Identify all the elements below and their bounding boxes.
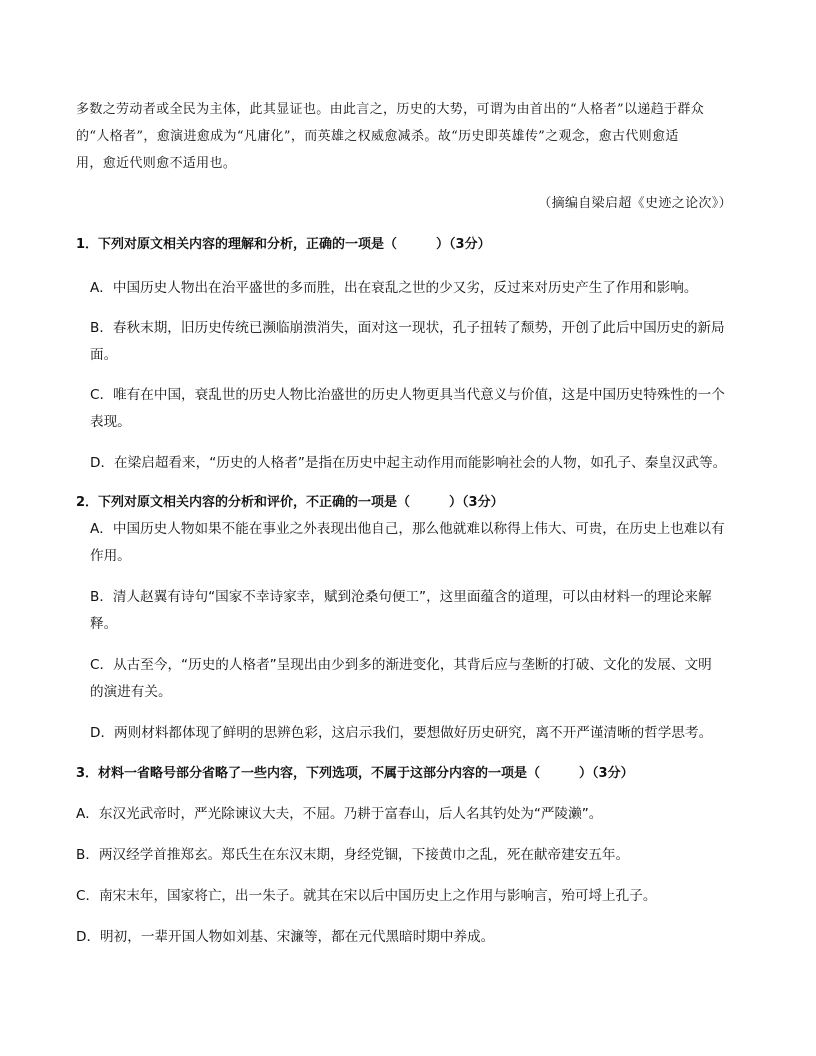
question-2-stem: 2．下列对原文相关内容的分析和评价，不正确的一项是（ ）（3分） — [76, 495, 504, 510]
question-1-option-a: A．中国历史人物出在治平盛世的多而胜，出在衰乱之世的少又劣，反过来对历史产生了作用和影响。 — [90, 280, 698, 296]
passage-line: 的“人格者”，愈演进愈成为“凡庸化”，而英雄之权威愈减杀。故“历史即英雄传”之观念，愈古代则愈适 — [76, 129, 679, 144]
question-3-stem: 3．材料一省略号部分省略了一些内容，下列选项，不属于这部分内容的一项是（ ）（3分） — [76, 766, 634, 781]
question-2-option-b: B．清人赵翼有诗句“国家不幸诗家幸，赋到沧桑句便工”，这里面蕴含的道理，可以由材料一的理论来解 — [90, 589, 712, 605]
question-1-option-b-cont: 面。 — [90, 347, 118, 363]
question-3-option-c: C．南宋末年，国家将亡，出一朱子。就其在宋以后中国历史上之作用与影响言，殆可埒上孔子。 — [76, 888, 657, 904]
question-3-option-d: D．明初，一辈开国人物如刘基、宋濂等，都在元代黑暗时期中养成。 — [76, 929, 495, 945]
question-2-option-b-cont: 释。 — [90, 616, 118, 632]
question-2-option-a: A．中国历史人物如果不能在事业之外表现出他自己，那么他就难以称得上伟大、可贵，在历史上也难以有 — [90, 521, 725, 537]
question-2-option-c-cont: 的演进有关。 — [90, 684, 172, 700]
question-1-option-d: D．在梁启超看来，“历史的人格者”是指在历史中起主动作用而能影响社会的人物，如孔子、秦皇汉武等。 — [90, 455, 727, 471]
question-3-option-a: A．东汉光武帝时，严光除谏议大夫，不屈。乃耕于富春山，后人名其钓处为“严陵濑”。 — [76, 806, 603, 822]
question-2-option-d: D．两则材料都体现了鲜明的思辨色彩，这启示我们，要想做好历史研究，离不开严谨清晰的哲学思考。 — [90, 725, 713, 741]
question-1-option-c: C．唯有在中国，衰乱世的历史人物比治盛世的历史人物更具当代意义与价值，这是中国历史特殊性的一个 — [90, 387, 725, 403]
question-1-stem: 1．下列对原文相关内容的理解和分析，正确的一项是（ ）（3分） — [76, 237, 491, 252]
passage-line: 用，愈近代则愈不适用也。 — [76, 156, 237, 171]
question-1-option-c-cont: 表现。 — [90, 414, 131, 430]
question-2-option-a-cont: 作用。 — [90, 548, 131, 564]
question-1-option-b: B．春秋末期，旧历史传统已濒临崩溃消失，面对这一现状，孔子扭转了颓势，开创了此后中国历史的新局 — [90, 320, 725, 336]
question-3-option-b: B．两汉经学首推郑玄。郑氏生在东汉末期，身经党锢，下接黄巾之乱，死在献帝建安五年。 — [76, 847, 630, 863]
passage-citation: （摘编自梁启超《史迹之论次》） — [538, 196, 732, 211]
passage-line: 多数之劳动者或全民为主体，此其显证也。由此言之，历史的大势，可谓为由首出的“人格者”以递趋于群众 — [76, 102, 705, 117]
question-2-option-c: C．从古至今，“历史的人格者”呈现出由少到多的渐进变化，其背后应与垄断的打破、文化的发展、文明 — [90, 657, 712, 673]
